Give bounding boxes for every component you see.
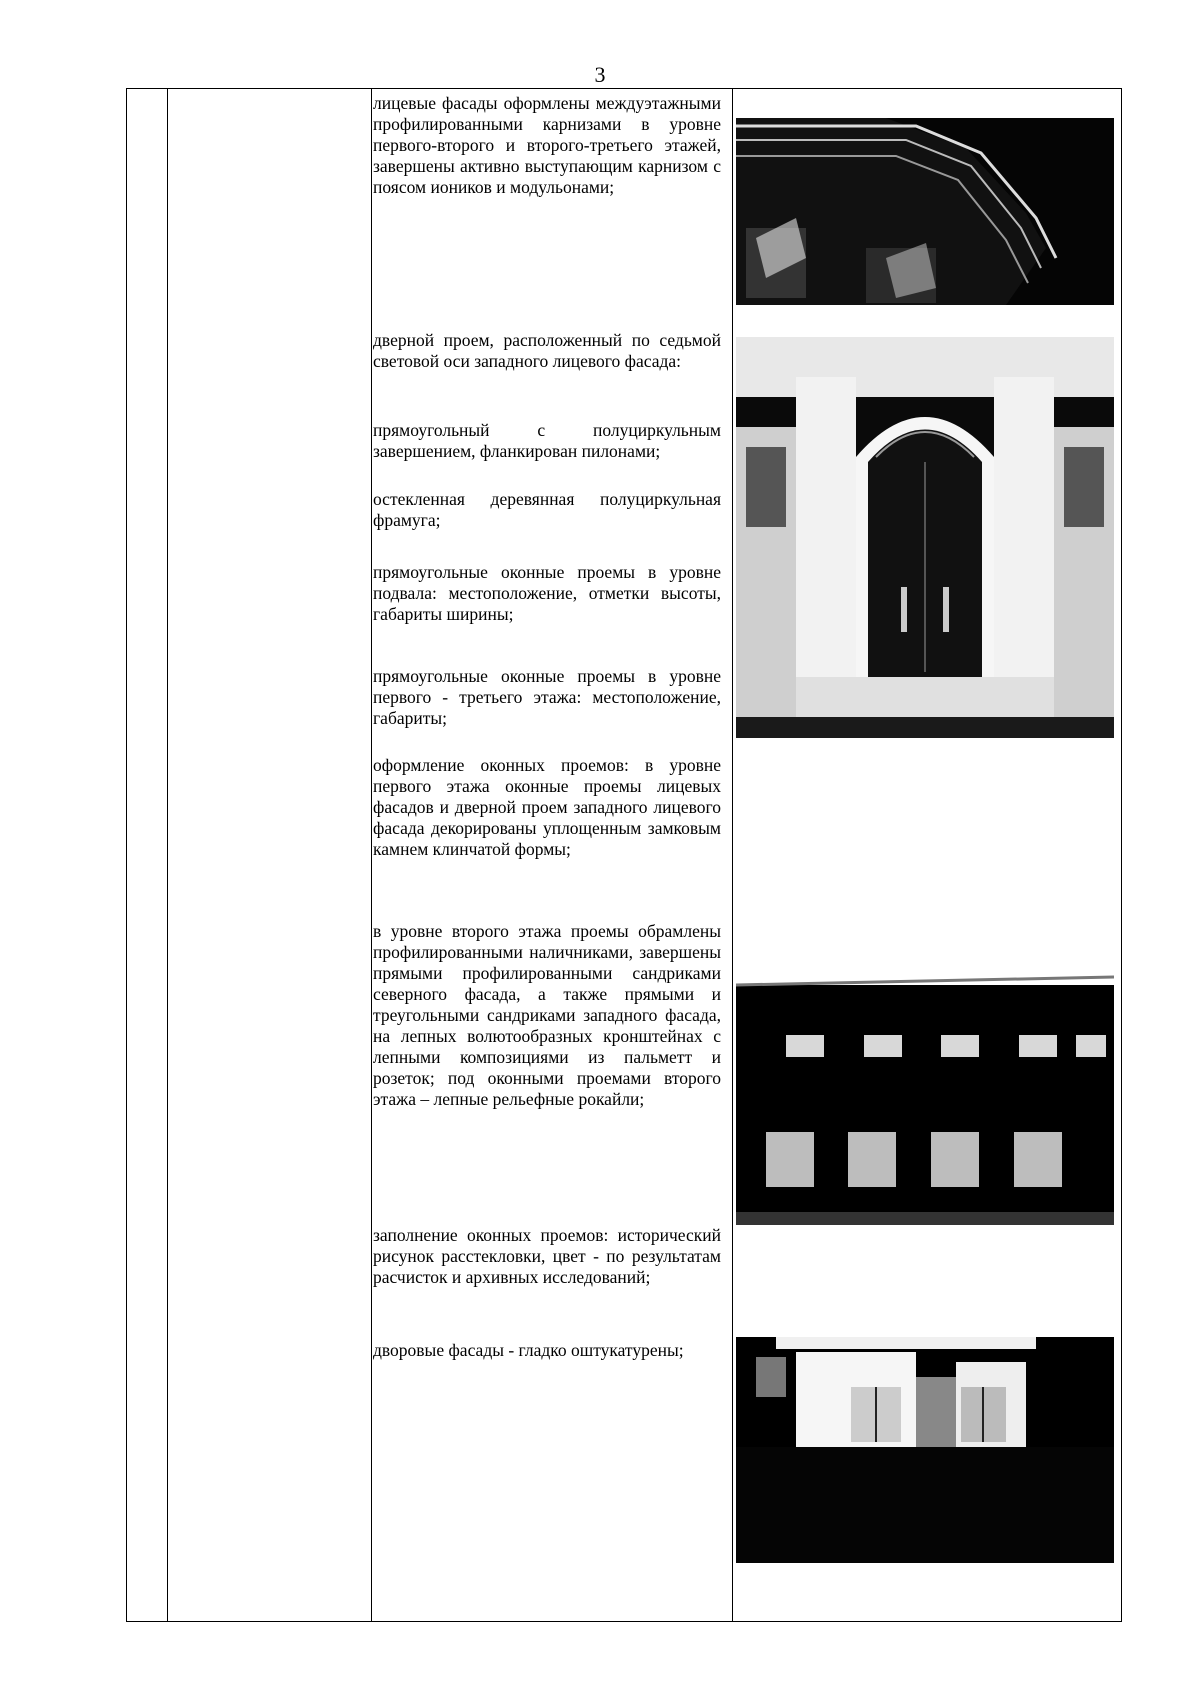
courtyard-facade-photo <box>736 1337 1114 1563</box>
paragraph-courtyard: дворовые фасады - гладко оштукатурены; <box>373 1340 684 1360</box>
paragraph-door-shape: прямоугольный с полуциркульным завершением, фланкирован пилонами; <box>373 420 721 461</box>
cornice-photo <box>736 118 1114 305</box>
column-divider-3 <box>732 89 733 1621</box>
doorway-photo <box>736 327 1114 738</box>
paragraph-doorway: дверной проем, расположенный по седьмой световой оси западного лицевого фасада: <box>373 330 721 371</box>
paragraph-second-floor: в уровне второго этажа проемы обрамлены профилированными наличниками, завершены прямыми профилированными сандриками северного фасада, а также прямыми и треугольными сандриками западного фасада, на лепных волютообразных кронштейнах с лепными композициями из пальметт и розеток; под оконными проемами второго этажа – лепные рельефные рокайли; <box>373 921 721 1109</box>
column-divider-1 <box>167 89 168 1621</box>
paragraph-window-fill: заполнение оконных проемов: исторический рисунок расстекловки, цвет - по результатам расчисток и архивных исследований; <box>373 1225 721 1287</box>
page-number: 3 <box>594 62 606 87</box>
windows-second-floor-photo <box>736 957 1114 1225</box>
paragraph-floor-windows: прямоугольные оконные проемы в уровне первого - третьего этажа: местоположение, габариты; <box>373 666 721 728</box>
paragraph-facade-cornices: лицевые фасады оформлены междуэтажными профилированными карнизами в уровне первого-второго и второго-третьего этажей, завершены активно выступающим карнизом с поясом иоников и модульонами; <box>373 93 721 197</box>
paragraph-basement-windows: прямоугольные оконные проемы в уровне подвала: местоположение, отметки высоты, габариты ширины; <box>373 562 721 624</box>
paragraph-window-decor: оформление оконных проемов: в уровне первого этажа оконные проемы лицевых фасадов и дверной проем западного лицевого фасада декорированы уплощенным замковым камнем клинчатой формы; <box>373 755 721 859</box>
column-divider-2 <box>371 89 372 1621</box>
paragraph-transom: остекленная деревянная полуциркульная фрамуга; <box>373 489 721 530</box>
